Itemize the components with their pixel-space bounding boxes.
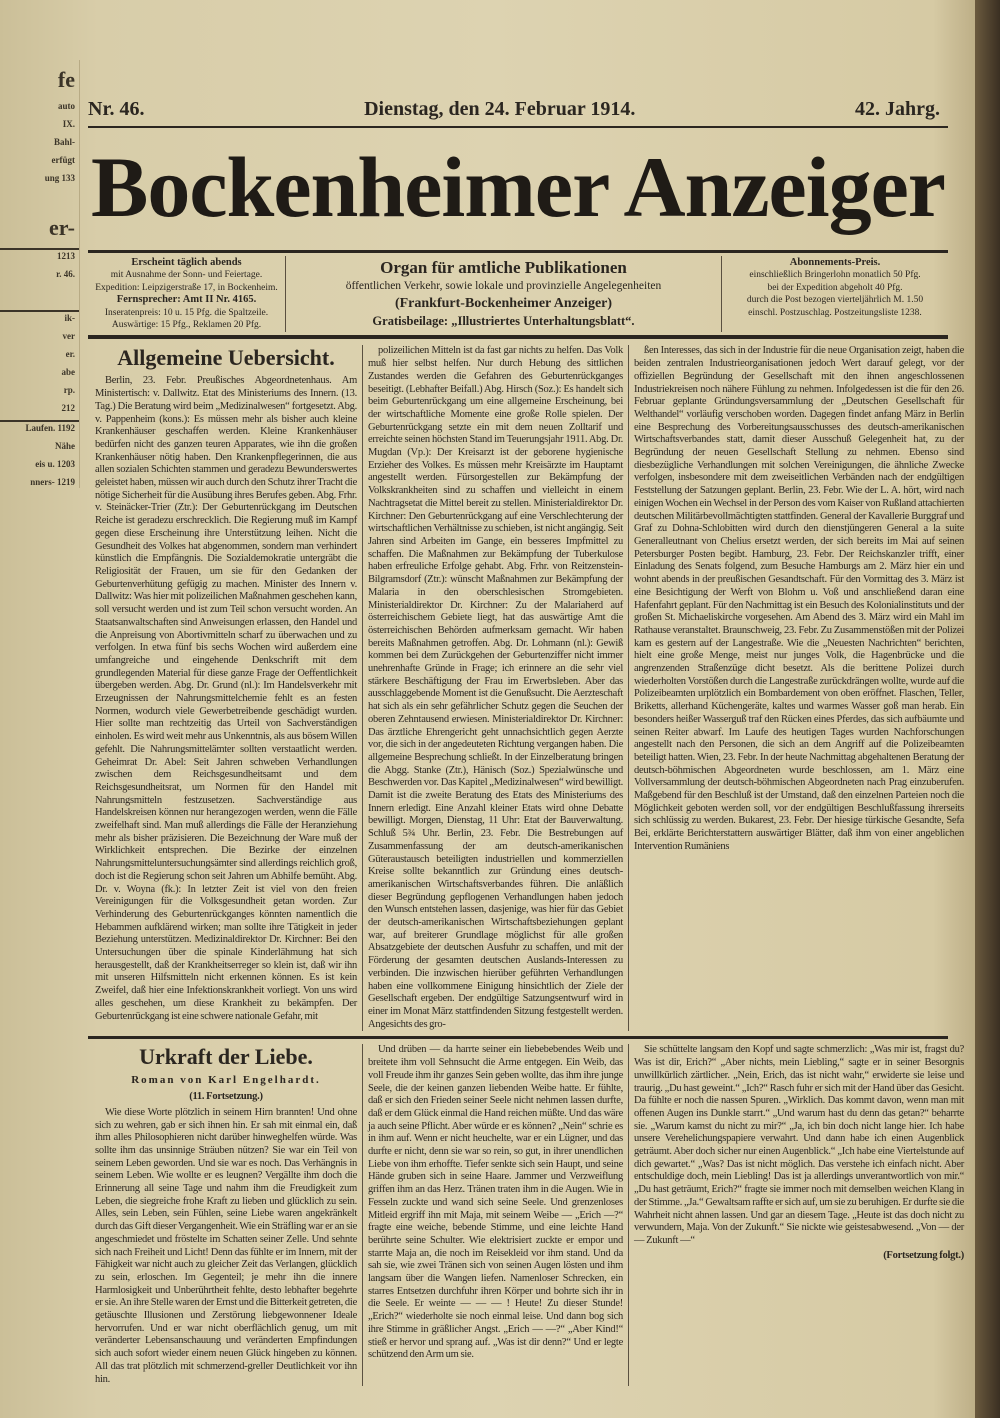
article-column-3 xyxy=(634,345,964,1031)
fragment-text: erfügt xyxy=(51,155,75,165)
divider xyxy=(88,335,948,339)
article-text: ßen Interesses, das sich in der Industrie für die neue Organisation zeigt, haben die beiden zentralen Industrieorganisationen jedoch Wert darauf gelegt, vor der offiziellen Begründung der Gesellschaft mit den ihnen angeschlossenen Industriekreisen noch nähere Fühlung zu nehmen. Infolgedessen ist die für den 26. Februar geplante Gründungsversammlung der „Deutschen Gesellschaft für Welthandel“ vorläufig verschoben worden. Dagegen findet anfang März in Berlin eine Besprechung des Vorbereitungsausschusses des deutsch-amerikanischen Wirtschaftsverbandes statt, damit dieser Ausschuß Gelegenheit hat, zu der Begründung der neuen Gesellschaft Stellung zu nehmen. Ebenso sind diesbezügliche Verhandlungen mit solchen Vereinigungen, die ähnliche Zwecke verfolgen, insbesondere mit dem zweiseitlichen Verbänden nach der endgültigen Feststellung der Satzungen geplant. Berlin, 23. Febr. Wie der L. A. hört, wird nach einigen Wochen ein Wechsel in der Person des vom Kaiser von Rußland attachierten deutschen Militärbevollmächtigten stattfinden. General der Kavallerie Burggraf und Graf zu Dohna-Schlobitten wird durch den dienstjüngeren General a la suite Generalleutnant von Chelius ersetzt werden, der sich bereits im Mai auf seinen Petersburger Posten begibt. Hamburg, 23. Febr. Der Reichskanzler trifft, einer Einladung des Senats folgend, zum Besuche Hamburgs am 2. März hier ein und wohnt abends in der preußischen Gesandtschaft. Für den Vormittag des 3. März ist eine Besichtigung der Werft von Blohm u. Voß und anschließend daran eine Hafenfahrt geplant. Für den Nachmittag ist ein Besuch des Kolonialinstituts und der großen St. Michaeliskirche vorgesehen. Am Abend des 3. März wird ein Mahl im Rathause veranstaltet. Braunschweig, 23. Febr. Zu Zusammenstößen mit der Polizei kam es gestern auf der Langestraße. Wie die „Neuesten Nachrichten“ berichten, hielt eine große Menge, meist nur junges Volk, die Hagenbrücke und die angrenzenden Straßenzüge dicht besetzt. Als die berittene Polizei durch wiederholten Vorstößen durch die Langestraße zurückdrängen wollte, wurde auf die Polizeibeamten urplötzlich ein Bombardement von oben eröffnet. Flaschen, Teller, Briketts, allerhand Küchengeräte, kaltes und warmes Wasser goß man herab. Ein besonders heißer Wasserguß traf den Rücken eines Pferdes, das sich aufbäumte und seinen Reiter abwarf. Im Laufe des heutigen Tages wurden Nachforschungen angestellt nach den Personen, die sich an dem Angriff auf die Polizeibeamten beteiligt hatten. Wien, 23. Febr. In der heute Nachmittag abgehaltenen Beratung der deutsch-böhmischen Abgeordneten wurde beschlossen, am 1. März eine Vollversammlung der deutsch-böhmischen Abgeordneten nach Prag einzuberufen. Maßgebend für den Beschluß ist der Umstand, daß den einzelnen Parteien noch die Möglichkeit geboten werden soll, vor der endgültigen Beschlußfassung ihrerseits sich schlüssig zu werden. Bukarest, 23. Febr. Der hiesige türkische Gesandte, Sefa Bei, erklärte Berichterstattern auswärtiger Blätter, daß ihm von einer angeblichen Intervention Rumäniens xyxy=(634,345,964,852)
info-box xyxy=(88,253,948,335)
fragment-text: auto xyxy=(57,101,75,111)
article-text: polizeilichen Mitteln ist da fast gar nichts zu helfen. Das Volk muß hier selbst helfen. Nur durch Hebung des sittlichen Zustandes werden die Gefahren des Geburtenrückganges beseitigt. (Lebhafter Beifall.) Abg. Hirsch (Soz.): Es handelt sich beim Geburtenrückgang um eine allgemeine Erscheinung, bei der wirtschaftliche Momente eine große Rolle spielen. Der Geburtenrückgang setzte ein mit dem neuen Zolltarif und erreichte seinen höchsten Stand im Teuerungsjahr 1911. Abg. Dr. Mugdan (Vp.): Der Kreisarzt ist der geborene hygienische Erzieher des Volkes. Es müssen mehr Kreisärzte im Hauptamt angestellt werden. Fürsorgestellen zur Bekämpfung der Volkskrankheiten sind zu schaffen und vielleicht in einem Nachtragsetat die Mittel bereit zu stellen. Ministerialdirektor Dr. Kirchner: Den Geburtenrückgang auf eine Verschlechterung der wirtschaftlichen Verhältnisse zu schieben, ist nicht angängig. Seit Jahren sind Arbeiten im Gange, ein besseres Impfmittel zu schaffen. Die Maßnahmen zur Bekämpfung der Tuberkulose haben erfreuliche Erfolge gehabt. Abg. Frhr. von Reitzenstein-Bilgramsdorf (Ztr.): wünscht Maßnahmen zur Bekämpfung der Malaria in den oberschlesischen Stromgebieten. Ministerialdirektor Dr. Kirchner: Zu der Malariaherd auf österreichischem Gebiete liegt, hat das auswärtige Amt die österreichischen Behörden aufmerksam gemacht. Wir haben bereits Maßnahmen getroffen. Abg. Dr. Lohmann (nl.): Gewiß kommen bei dem Zurückgehen der Geburtenziffer nicht immer unehrenhafte Gründe in Frage; ich erinnere an die sehr viel stärkere Beschäftigung der Frau im Erwerbsleben. Aber das ausschlaggebende Moment ist die Genußsucht. Die Aerzteschaft hat sich als ein sehr gefährlicher Schutz gegen die Seuchen der oberen Zehntausend erwiesen. Ministerialdirektor Dr. Kirchner: Das ärztliche Ehrengericht geht unnachsichtlich gegen Aerzte vor, die sich in der angedeuteten Richtung vergangen haben. Die allgemeine Besprechung schließt. In der Einzelberatung bringen die Abgg. Stanke (Ztr.), Hänisch (Soz.) Spezialwünsche und Beschwerden vor. Das Kapitel „Medizinalwesen“ wird bewilligt. Damit ist die zweite Beratung des Etats des Ministeriums des Innern erledigt. Eine Anzahl kleiner Etats wird ohne Debatte bewilligt. Morgen, Dienstag, 11 Uhr: Etat der Bauverwaltung. Schluß 5¾ Uhr. Berlin, 23. Febr. Die Bestrebungen auf Zusammenfassung der am deutsch-amerikanischen Güteraustausch beteiligten industriellen und kommerziellen Kreise sollte bekanntlich zur Gründung eines deutsch-amerikanischen Wirtschaftsverbandes führen. Die anläßlich dieser Begründung gepflogenen Verhandlungen haben jedoch den Wunsch entstehen lassen, dasjenige, was hier für das Gebiet der deutsch-amerikanischen Wirtschaftsbeziehungen geplant war, auf breiterer Grundlage möglichst für alle großen Absatzgebiete der deutschen Ausfuhr zu schaffen, und mit der Förderung der gesamten deutschen Auslands-Interessen zu verbinden. Die inzwischen hierüber geführten Verhandlungen haben eine vollkommene Einigung hinsichtlich der Ziele der Gesellschaft ergeben. Der endgültige Satzungsentwurf wird in einer im Monat März stattfindenden Sitzung festgestellt werden. Angesichts des gro- xyxy=(368,345,623,1030)
article-column-1 xyxy=(95,345,357,1031)
column-divider xyxy=(362,1044,363,1386)
novel-section xyxy=(95,1044,964,1386)
column-divider xyxy=(628,345,629,1031)
info-line: einschließlich Bringerlohn monatlich 50 Pfg. xyxy=(749,270,921,281)
adjacent-page-fragment xyxy=(0,60,80,488)
info-line: Expedition: Leipzigerstraße 17, in Bockenheim. xyxy=(95,282,278,293)
fragment-text: Bahl- xyxy=(53,137,75,147)
publication-info xyxy=(88,256,285,332)
info-line: (Frankfurt-Bockenheimer Anzeiger) xyxy=(394,296,613,311)
novel-title: Urkraft der Liebe. xyxy=(139,1044,313,1070)
fragment-text: 212 xyxy=(61,403,75,413)
column-divider xyxy=(628,1044,629,1386)
novel-column-1 xyxy=(95,1044,357,1386)
info-line: mit Ausnahme der Sonn- und Feiertage. xyxy=(110,270,263,281)
fragment-text: er- xyxy=(48,215,75,240)
info-line: Auswärtige: 15 Pfg., Reklamen 20 Pfg. xyxy=(111,320,262,331)
article-text: Berlin, 23. Febr. Preußisches Abgeordnetenhaus. Am Ministertisch: v. Dallwitz. Etat des Ministeriums des Innern. (13. Tag.) Die Beratung wird beim „Medizinalwesen“ fortgesetzt. Abg. v. Pappenheim (kons.): Es müssen mehr als bisher auch kleine Krankenhäuser geschaffen werden. Kleine Krankenhäuser bedürfen nicht des ganzen teuren Apparates, wie ihn die großen Krankenhäuser nötig haben. Den Krankenpflegerinnen, die aus allen sozialen Schichten stammen und geradezu Bewunderswertes geleistet haben, müssen wir auch durch den Schutz ihrer Tracht die nötige Sicherheit für die Ausübung ihres Berufes geben. Abg. Frhr. v. Steinäcker-Trier (Ztr.): Der Geburtenrückgang im Deutschen Reiche ist geradezu erschrecklich. Die Regierung muß im Kampf gegen diese Erscheinung ihre Unterstützung leihen. Nicht die Gesundheit des Volkes hat abgenommen, sondern man verhindert künstlich die Empfängnis. Die Sozialdemokratie untergräbt die Religiosität der Frauen, um sie für den Gedanken der Geburtenverhütung gefügig zu machen. Minister des Innern v. Dallwitz: Was hier mit polizeilichen Maßnahmen geschehen kann, soll versucht werden und ist zum Teil schon versucht worden. An Staatsanwaltschaften sind Anweisungen erlassen, den Handel und die Anpreisung von Abortivmitteln scharf zu überwachen und zu verfolgen. In etwa fünf bis sechs Wochen wird außerdem eine umfangreiche und eingehende Denkschrift mit dem grundlegenden Material für diese ganze Frage der Oeffentlichkeit übergeben werden. Abg. Dr. Grund (nl.): Im Handelsverkehr mit Erzeugnissen der Nahrungsmittelchemie fehlt es an festen Normen, wodurch viele Gewerbetreibende geschädigt wurden. Hier sollte man rechtzeitig das Urteil von Sachverständigen einholen. Es wird weit mehr aus Unkenntnis, als aus bösem Willen gefehlt. Die Nahrungsmittelämter sollten verstaatlicht werden. Geheimrat Dr. Abel: Seit Jahren schweben Verhandlungen zwischen dem Reichsgesundheitsamt und dem Reichsgesundheitsrat, um Normen für den Handel mit Nahrungsmitteln festzusetzen. Sachverständige aus Handelskreisen können nur herangezogen werden, wenn die Fälle zweifelhaft sind. Man muß allerdings die Fälle der Heranziehung mehr als bisher präzisieren. Die Bezeichnung der Ware muß der Wirklichkeit entsprechen. Die Bezirke der einzelnen Nahrungsmitteluntersuchungsämter sind allerdings reichlich groß, doch ist die Regierung schon seit Jahren um Abhilfe bemüht. Abg. Dr. v. Woyna (fk.): In letzter Zeit ist viel von den freien Vereinigungen für die Volksgesundheit getan worden. Zur Verhinderung des Geburtenrückganges könnten namentlich die Hebammen aufklärend wirken; man sollte ihre Tätigkeit in jeder Beziehung unterstützen. Medizinaldirektor Dr. Kirchner: Bei den Untersuchungen über die spinale Kinderlähmung hat sich herausgestellt, daß der Krankheitserreger so klein ist, daß wir ihn mit unseren Hilfsmitteln nicht erkennen können. Es ist kein Zweifel, daß hier eine Infektionskrankheit vorliegt. Von uns wird alles geschehen, um diese Krankheit zu bekämpfen. Der Geburtenrückgang ist eine schwere nationale Gefahr, mit xyxy=(95,375,357,1022)
phone-number: Fernsprecher: Amt II Nr. 4165. xyxy=(116,294,257,306)
subscription-title: Abonnements-Preis. xyxy=(789,257,881,268)
novel-column-3 xyxy=(634,1044,964,1386)
subscription-info xyxy=(722,256,948,320)
novel-continuation: (11. Fortsetzung.) xyxy=(189,1091,263,1103)
fragment-text: Laufen. 1192 xyxy=(0,420,79,434)
column-divider xyxy=(362,345,363,1031)
fragment-text: er. xyxy=(65,349,75,359)
novel-text: Und drüben — da harrte seiner ein liebebebendes Weib und breitete ihm voll Sehnsucht die Arme entgegen. Ein Weib, das voll Freude ihm ihr ganzes Sein geben wollte, das ihm ihre junge Seele, die der keinen ganzen liebenden Weibe hatte. Er fühlte, daß er sich den Frieden seiner Seele nicht nehmen lassen durfte, daß er dem Glück einmal die Hand reichen müßte. Und das wäre ja auch seine Pflicht. Aber würde er es können? „Nein“ schrie es in ihm auf. Wenn er nicht heuchelte, war er ein Lügner, und das durfte er nicht, denn sie war so rein, so gut, in ihrer unendlichen Liebe von ihm erhoffte. Tiefer senkte sich sein Haupt, und seine Hände gruben sich in seine Haare. Jammer und Verzweiflung griffen ihm an das Herz. Tränen traten ihm in die Augen. Wie in Fesseln zuckte und wand sich seine Seele. Und grenzenloses Mitleid ergriff ihn mit Maja, mit seinem Weibe — „Erich —?“ fragte eine weiche, bebende Stimme, und eine leichte Hand berührte seine Schulter. Wie elektrisiert zuckte er empor und starrte Maja an, die noch im Reisekleid vor ihm stand. Und da sah sie, wie zwei Tränen sich von seinen Augen lösten und ihm langsam über die Wangen liefen. Namenloser Schrecken, ein starres Entsetzen durchfuhr ihren Körper und bohrte sich ihr in die Seele. Er weinte — — — ! Heute! Zu dieser Stunde! „Erich?“ wiederholte sie noch einmal leise. Und dann bog sich ihre Stimme in gräßlicher Angst. „Erich — —?“ „Aber Kind!“ stieß er hervor und sprang auf. „Was ist dir denn?“ Und er legte schützend den Arm um sie. xyxy=(368,1044,623,1361)
masthead-title: Bockenheimer Anzeiger xyxy=(91,139,945,235)
fragment-text: fe xyxy=(57,67,75,92)
fragment-text: ik- xyxy=(0,310,79,324)
fragment-text: r. 46. xyxy=(56,269,75,279)
organ-info xyxy=(286,256,721,330)
article-section xyxy=(95,345,964,1031)
info-line: durch die Post bezogen vierteljährlich M. 1.50 xyxy=(746,295,924,306)
organ-title: Organ für amtliche Publikationen xyxy=(380,258,627,277)
issue-line xyxy=(88,98,948,126)
novel-column-2 xyxy=(368,1044,623,1386)
novel-author: Roman von Karl Engelhardt. xyxy=(131,1074,321,1087)
info-line: Erscheint täglich abends xyxy=(131,257,242,268)
issue-number: Nr. 46. xyxy=(88,98,145,120)
info-line: Inseratenpreis: 10 u. 15 Pfg. die Spaltzeile. xyxy=(104,307,269,318)
volume-year: 42. Jahrg. xyxy=(854,98,940,120)
fragment-text: eis u. 1203 xyxy=(35,459,75,469)
fragment-text: nners- 1219 xyxy=(30,477,75,487)
article-column-2 xyxy=(368,345,623,1031)
info-line: öffentlichen Verkehr, sowie lokale und provinzielle Angelegenheiten xyxy=(345,280,662,292)
fragment-text: IX. xyxy=(62,119,75,129)
book-binding xyxy=(975,0,1000,1418)
info-line: bei der Expedition abgeholt 40 Pfg. xyxy=(767,282,903,293)
novel-text: Sie schüttelte langsam den Kopf und sagte schmerzlich: „Was mir ist, fragst du? Was ist dir, Erich?“ „Aber nichts, mein Liebling,“ sagte er in seiner Besorgnis unwillkürlich zärtlicher. „Nein, Erich, das ist nicht wahr,“ erwiderte sie leise und traurig. „Du hast geweint.“ „Ich?“ Rasch fuhr er sich mit der Hand über das Gesicht. Da fühlte er noch die nassen Spuren. „Wirklich. Das kommt davon, wenn man mit offenen Augen ins Dunkle starrt.“ „Und warum hast du denn das getan?“ beharrte sie. „Warum kamst du nicht zu mir?“ „Ja, ich bin doch nicht lange hier. Ich habe unsere Verehelichungspapiere verwahrt. Und dann habe ich einen Augenblick geträumt. Aber doch sicher nur einen Augenblick.“ „Ich habe eine Viertelstunde auf dich gewartet.“ „Was? Das ist nicht möglich. Das verstehe ich einfach nicht. Aber entschuldige doch, mein Liebling! Das ist ja allerdings unverantwortlich von mir.“ „Du hast geträumt, Erich?“ fragte sie immer noch mit demselben weichen Klang in der Stimme. „Ja.“ Gewaltsam raffte er sich auf, um sie zu beruhigen. Er durfte sie die Wahrheit nicht ahnen lassen. Und gar an diesem Tage. „Heute ist das doch nicht zu verwundern, Maja. Von der Zukunft.“ Sie nickte wie geistesabwesend. „Von — der — Zukunft —“ xyxy=(634,1044,964,1246)
fragment-text: ung 133 xyxy=(44,173,75,183)
to-be-continued: (Fortsetzung folgt.) xyxy=(883,1249,964,1261)
page-content xyxy=(88,0,964,1386)
article-title: Allgemeine Uebersicht. xyxy=(117,345,335,371)
issue-date: Dienstag, den 24. Februar 1914. xyxy=(364,98,636,120)
novel-text: Wie diese Worte plötzlich in seinem Hirn brannten! Und ohne sich zu wehren, gab er sich ihnen hin. Er sah mit einmal ein, daß ihm alles Philosophieren nicht darüber hinweghelfen würde. Was sollte ihm das unsinnige Sträuben nützen? Sie war ein Teil von seinem Leben geworden. Und sie war es noch. Das Verhängnis in seinem Leben. Wie wollte er es leugnen? Vergällte ihm doch die Erinnerung all seine Tage und nahm ihm die Freudigkeit zum Leben, die siegreiche frohe Kraft zu lieben und glücklich zu sein. Alles, sein Leben, sein Fühlen, seine Liebe waren angekränkelt durch das Gift dieser Vergangenheit. Wie ein Sträfling war er an sie angeschmiedet und fröstelte im Schatten seiner Zelle. Und sehnte sich nach Freiheit und Licht! Denn das fühlte er im Innern, mit der Fähigkeit war nicht auch zu gleicher Zeit das Verlangen, glücklich zu sein, erloschen. Im Gegenteil; je mehr ihn die innere Harmlosigkeit und Unberührtheit fehlte, desto lebhafter begehrte er sie. An ihre Stelle waren der Ernst und die Bitterkeit getreten, die getäuschte Illusionen und Zerstörung liebgewonnener Ideale hervorrufen. Und er war nicht oberflächlich genug, um mit veränderter Lebensanschauung und veränderten Empfindungen sich auch sofort wieder einem neuen Glück hingeben zu können. All das trat plötzlich mit schmerzend-greller Deutlichkeit vor ihn hin. xyxy=(95,1106,357,1385)
fragment-text: rp. xyxy=(63,385,75,395)
info-line: einschl. Postzuschlag. Postzeitungsliste 1238. xyxy=(748,307,922,318)
fragment-text: Nähe xyxy=(55,441,75,451)
fragment-text: ver xyxy=(62,331,75,341)
divider xyxy=(88,1036,948,1039)
fragment-text: 1213 xyxy=(0,248,79,262)
fragment-text: abe xyxy=(61,367,75,377)
supplement-info: Gratisbeilage: „Illustriertes Unterhaltungsblatt“. xyxy=(372,314,635,328)
